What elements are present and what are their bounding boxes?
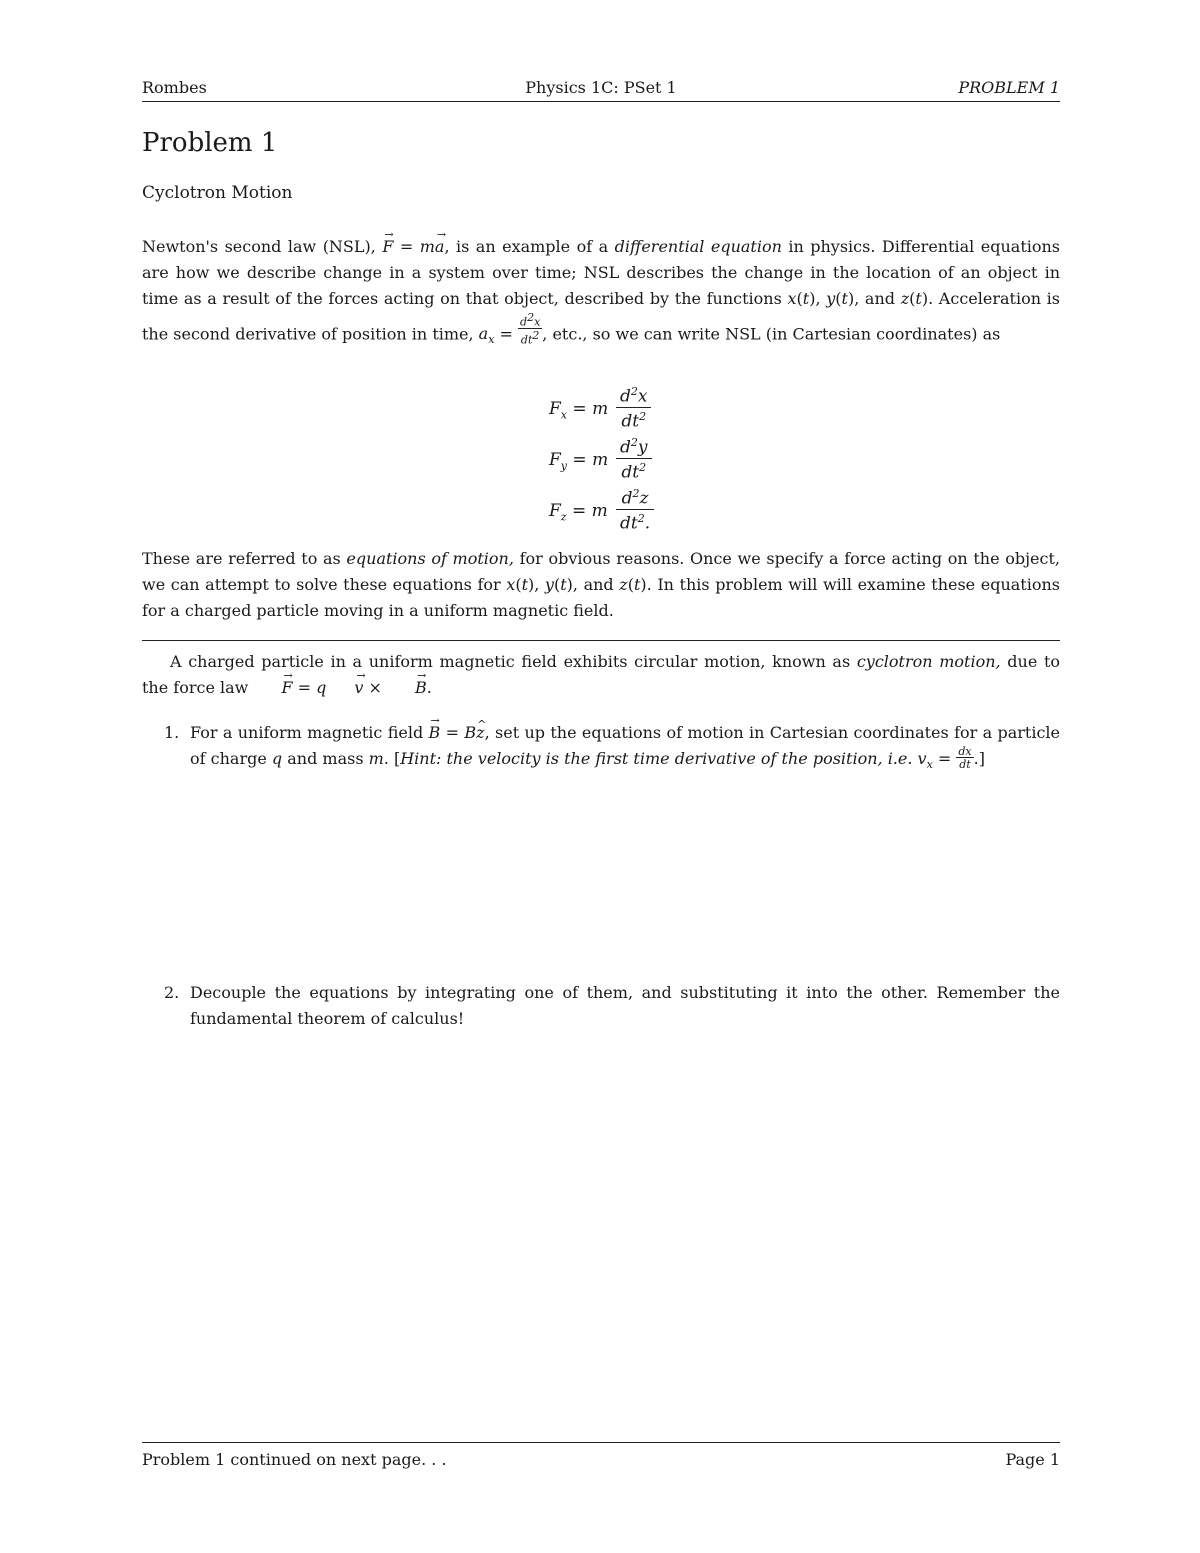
equation-fx: $F_x = m$ $d^2x$ $dt^2$ bbox=[549, 385, 669, 429]
footer-rule bbox=[142, 1442, 1060, 1443]
section-rule bbox=[142, 640, 1060, 641]
equation-fz: $F_z = m$ $d^2z$ $dt^2$. bbox=[549, 487, 669, 531]
footer-continued: Problem 1 continued on next page. . . bbox=[142, 1450, 447, 1469]
header-author: Rombes bbox=[142, 78, 207, 97]
page-title: Problem 1 bbox=[142, 128, 278, 158]
section-subtitle: Cyclotron Motion bbox=[142, 183, 293, 203]
intro-paragraph: Newton's second law (NSL), F → = ma →, is an example of a differential equation in physics. Differential equations are how we describe change in a system over time; NSL describes the change in the location of an object in time as a result of the forces acting on that object, described by the functions x(t), y(t), and z(t). Acceleration is the second derivative of position in time, $a_x$ = $\frac{d^2x}{dt^2}$ , etc., so we can write NSL (in Cartesian coordinates) as bbox=[142, 234, 1060, 354]
header-rule bbox=[142, 101, 1060, 102]
motion-paragraph: These are referred to as equations of motion, for obvious reasons. Once we specify a force acting on the object, we can attempt to solve these equations for x(t), y(t), and z(t). In this problem will will examine these equations for a charged particle moving in a uniform magnetic field. bbox=[142, 549, 1060, 620]
header-problem: PROBLEM 1 bbox=[958, 78, 1060, 97]
equation-fy: $F_y = m$ $d^2y$ $dt^2$ bbox=[549, 436, 669, 480]
page-header bbox=[142, 78, 1060, 100]
problem-statement: A charged particle in a uniform magnetic field exhibits circular motion, known as cyclotron motion, due to the force law F → = q v → × B →. bbox=[142, 649, 1060, 701]
footer-page-number: Page 1 bbox=[1005, 1450, 1060, 1469]
header-course: Physics 1C: PSet 1 bbox=[525, 78, 677, 97]
